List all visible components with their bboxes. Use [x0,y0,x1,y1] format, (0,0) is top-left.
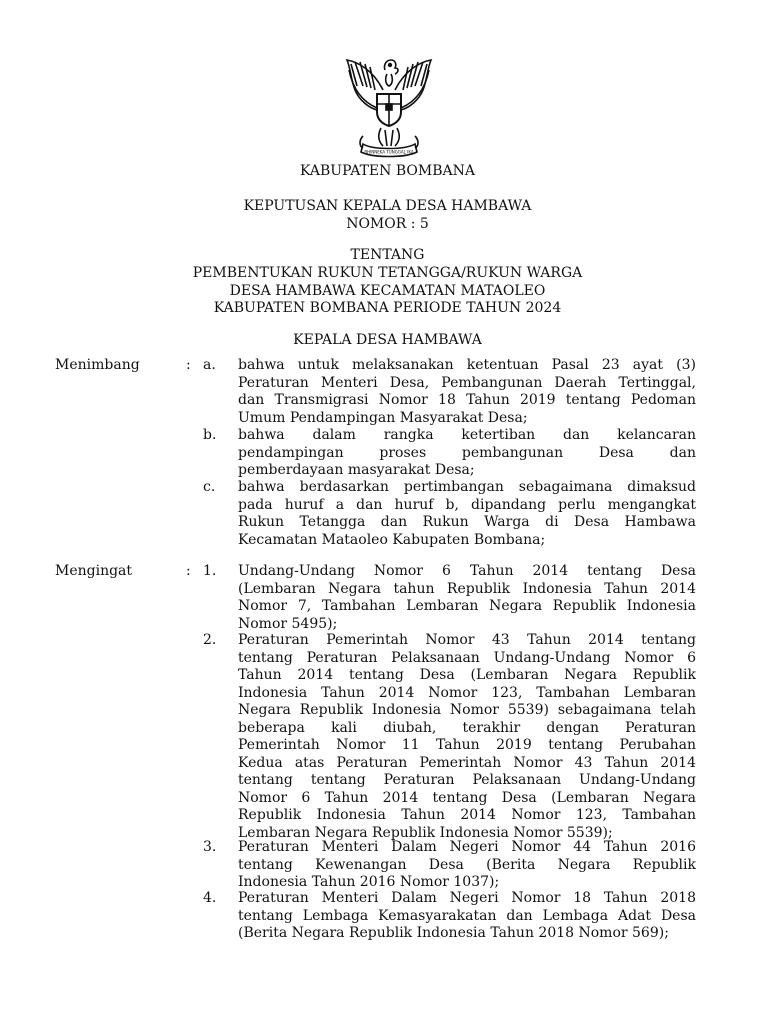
text-line: dan Transmigrasi Nomor 18 Tahun 2019 tentang Pedoman [238,392,696,408]
text-line: (Lembaran Negara tahun Republik Indonesia Tahun 2014 [238,580,696,597]
text-line: Peraturan Menteri Dalam Negeri Nomor 18 Tahun 2018 [238,890,696,906]
text-line: Indonesia Tahun 2016 Nomor 1037); [238,874,500,890]
item-marker: a. [203,357,216,373]
item-marker: 3. [203,839,217,855]
subject-line-3: KABUPATEN BOMBANA PERIODE TAHUN 2024 [213,300,562,316]
text-line: bahwa dalam rangka ketertiban dan kelancaran [238,427,696,443]
text-line: pada huruf a dan huruf b, dipandang perlu mengangkat [238,496,696,513]
mengingat-colon: : [186,563,191,579]
decree-title: KEPUTUSAN KEPALA DESA HAMBAWA [243,198,532,214]
official-title: KEPALA DESA HAMBAWA [293,332,482,348]
text-line: tentang tentang Peraturan Pelaksanaan Undang-Undang [238,772,696,788]
subject-line-2: DESA HAMBAWA KECAMATAN MATAOLEO [229,283,546,299]
text-line: Peraturan Menteri Desa, Pembangunan Daerah Tertinggal, [238,374,696,391]
text-line: Negara Republik Indonesia Nomor 5539) sebagaimana telah [238,702,696,718]
text-line: Peraturan Pemerintah Nomor 43 Tahun 2014 tentang [238,632,696,648]
text-line: Pemerintah Nomor 11 Tahun 2019 tentang Perubahan [238,737,696,753]
subject-line-1: PEMBENTUKAN RUKUN TETANGGA/RUKUN WARGA [192,265,583,281]
text-line: Kecamatan Mataoleo Kabupaten Bombana; [238,531,546,548]
text-line: Kedua atas Peraturan Pemerintah Nomor 43 Tahun 2014 [238,754,696,771]
text-line: Indonesia Tahun 2014 Nomor 123, Tambahan Lembaran [238,684,696,701]
item-text [238,563,696,633]
item-marker: 4. [203,890,217,906]
text-line: tentang Lembaga Kemasyarakatan dan Lembaga Adat Desa [238,907,696,924]
item-text [238,890,696,943]
item-text [238,427,696,480]
item-marker: 1. [203,563,217,579]
item-marker: 2. [203,632,217,648]
text-line: pemberdayaan masyarakat Desa; [238,462,475,478]
text-line: tentang Kewenangan Desa (Berita Negara Republik [238,856,696,873]
text-line: bahwa untuk melaksanakan ketentuan Pasal 23 ayat (3) [238,357,696,373]
menimbang-label: Menimbang [55,357,140,373]
item-text [238,357,696,427]
svg-text:BHINNEKA TUNGGAL IKA: BHINNEKA TUNGGAL IKA [364,149,414,155]
about-heading: TENTANG [350,247,425,263]
item-marker: b. [203,427,217,443]
decree-number: NOMOR : 5 [346,216,429,232]
text-line: beberapa kali diubah, terakhir dengan Peraturan [238,719,696,736]
text-line: bahwa berdasarkan pertimbangan sebagaimana dimaksud [238,479,696,495]
garuda-emblem-icon [333,50,445,160]
text-line: Lembaran Negara Republik Indonesia Nomor 5539); [238,824,613,841]
text-line: Undang-Undang Nomor 6 Tahun 2014 tentang Desa [238,563,696,579]
item-marker: c. [203,479,216,495]
regency-title: KABUPATEN BOMBANA [300,163,475,179]
menimbang-colon: : [186,357,191,373]
text-line: Rukun Tetangga dan Rukun Warga di Desa Hambawa [238,514,696,530]
text-line: tentang Peraturan Pelaksanaan Undang-Undang Nomor 6 [238,649,696,666]
text-line: pendampingan proses pembangunan Desa dan [238,444,696,461]
item-text [238,479,696,549]
text-line: Nomor 6 Tahun 2014 tentang Desa (Lembaran Negara [238,789,696,806]
mengingat-label: Mengingat [55,563,133,579]
text-line: Tahun 2014 tentang Desa (Lembaran Negara Republik [238,667,696,683]
text-line: Nomor 5495); [238,615,338,632]
text-line: Peraturan Menteri Dalam Negeri Nomor 44 Tahun 2016 [238,839,696,855]
text-line: Nomor 7, Tambahan Lembaran Negara Republik Indonesia [238,598,696,614]
text-line: Republik Indonesia Tahun 2014 Nomor 123, Tambahan [238,807,696,823]
item-text [238,839,696,892]
text-line: (Berita Negara Republik Indonesia Tahun 2018 Nomor 569); [238,925,669,941]
text-line: Umum Pendampingan Masyarakat Desa; [238,409,528,426]
item-text [238,632,696,842]
